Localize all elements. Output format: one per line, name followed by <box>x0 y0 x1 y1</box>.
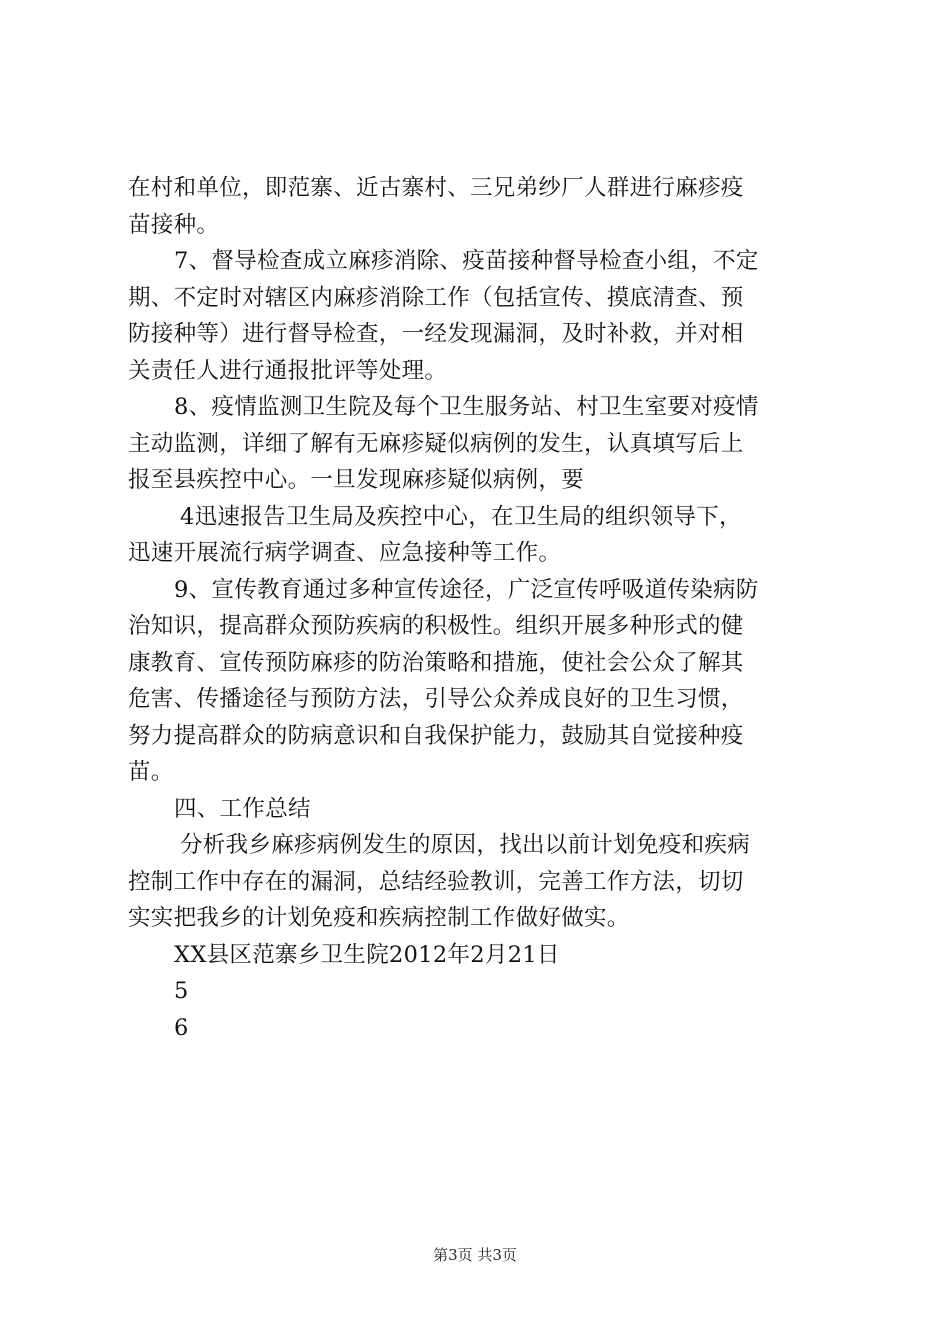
text-line: 防接种等）进行督导检查，一经发现漏洞，及时补救，并对相 <box>128 321 744 347</box>
text-line: 康教育、宣传预防麻疹的防治策略和措施，使社会公众了解其 <box>128 649 744 676</box>
text-line: 9、宣传教育通过多种宣传途径，广泛宣传呼吸道传染病防 <box>174 576 759 603</box>
text-line: 7、督导检查成立麻疹消除、疫苗接种督导检查小组，不定 <box>174 248 759 274</box>
text-line: 实实把我乡的计划免疫和疾病控制工作做好做实。 <box>128 905 630 931</box>
stray-number: 6 <box>174 1014 189 1041</box>
text-line: 分析我乡麻疹病例发生的原因，找出以前计划免疫和疾病 <box>180 832 751 858</box>
page-footer: 第3页 共3页 <box>433 1246 517 1264</box>
stray-number: 5 <box>174 978 189 1004</box>
text-line: 报至县疾控中心。一旦发现麻疹疑似病例，要 <box>128 467 585 493</box>
text-line: 关责任人进行通报批评等处理。 <box>128 357 448 384</box>
document-body <box>128 170 838 1046</box>
text-line: 在村和单位，即范寨、近古寨村、三兄弟纱厂人群进行麻疹疫 <box>128 175 744 201</box>
text-line: 苗。 <box>128 759 174 785</box>
text-line: 期、不定时对辖区内麻疹消除工作（包括宣传、摸底清查、预 <box>128 284 744 311</box>
text-line: 治知识，提高群众预防疾病的积极性。组织开展多种形式的健 <box>128 613 744 639</box>
text-line: 4迅速报告卫生局及疾控中心，在卫生局的组织领导下， <box>180 503 742 530</box>
signature-line: XX县区范寨乡卫生院2012年2月21日 <box>174 941 560 968</box>
text-line: 控制工作中存在的漏洞，总结经验教训，完善工作方法，切切 <box>128 868 744 895</box>
text-line: 危害、传播途径与预防方法，引导公众养成良好的卫生习惯， <box>128 686 744 712</box>
text-line: 迅速开展流行病学调查、应急接种等工作。 <box>128 540 562 566</box>
text-line: 努力提高群众的防病意识和自我保护能力，鼓励其自觉接种疫 <box>128 722 744 749</box>
text-line: 主动监测，详细了解有无麻疹疑似病例的发生，认真填写后上 <box>128 430 744 457</box>
text-line: 8、疫情监测卫生院及每个卫生服务站、村卫生室要对疫情 <box>174 394 759 420</box>
text-line: 苗接种。 <box>128 211 220 238</box>
section-heading: 四、工作总结 <box>174 795 311 822</box>
